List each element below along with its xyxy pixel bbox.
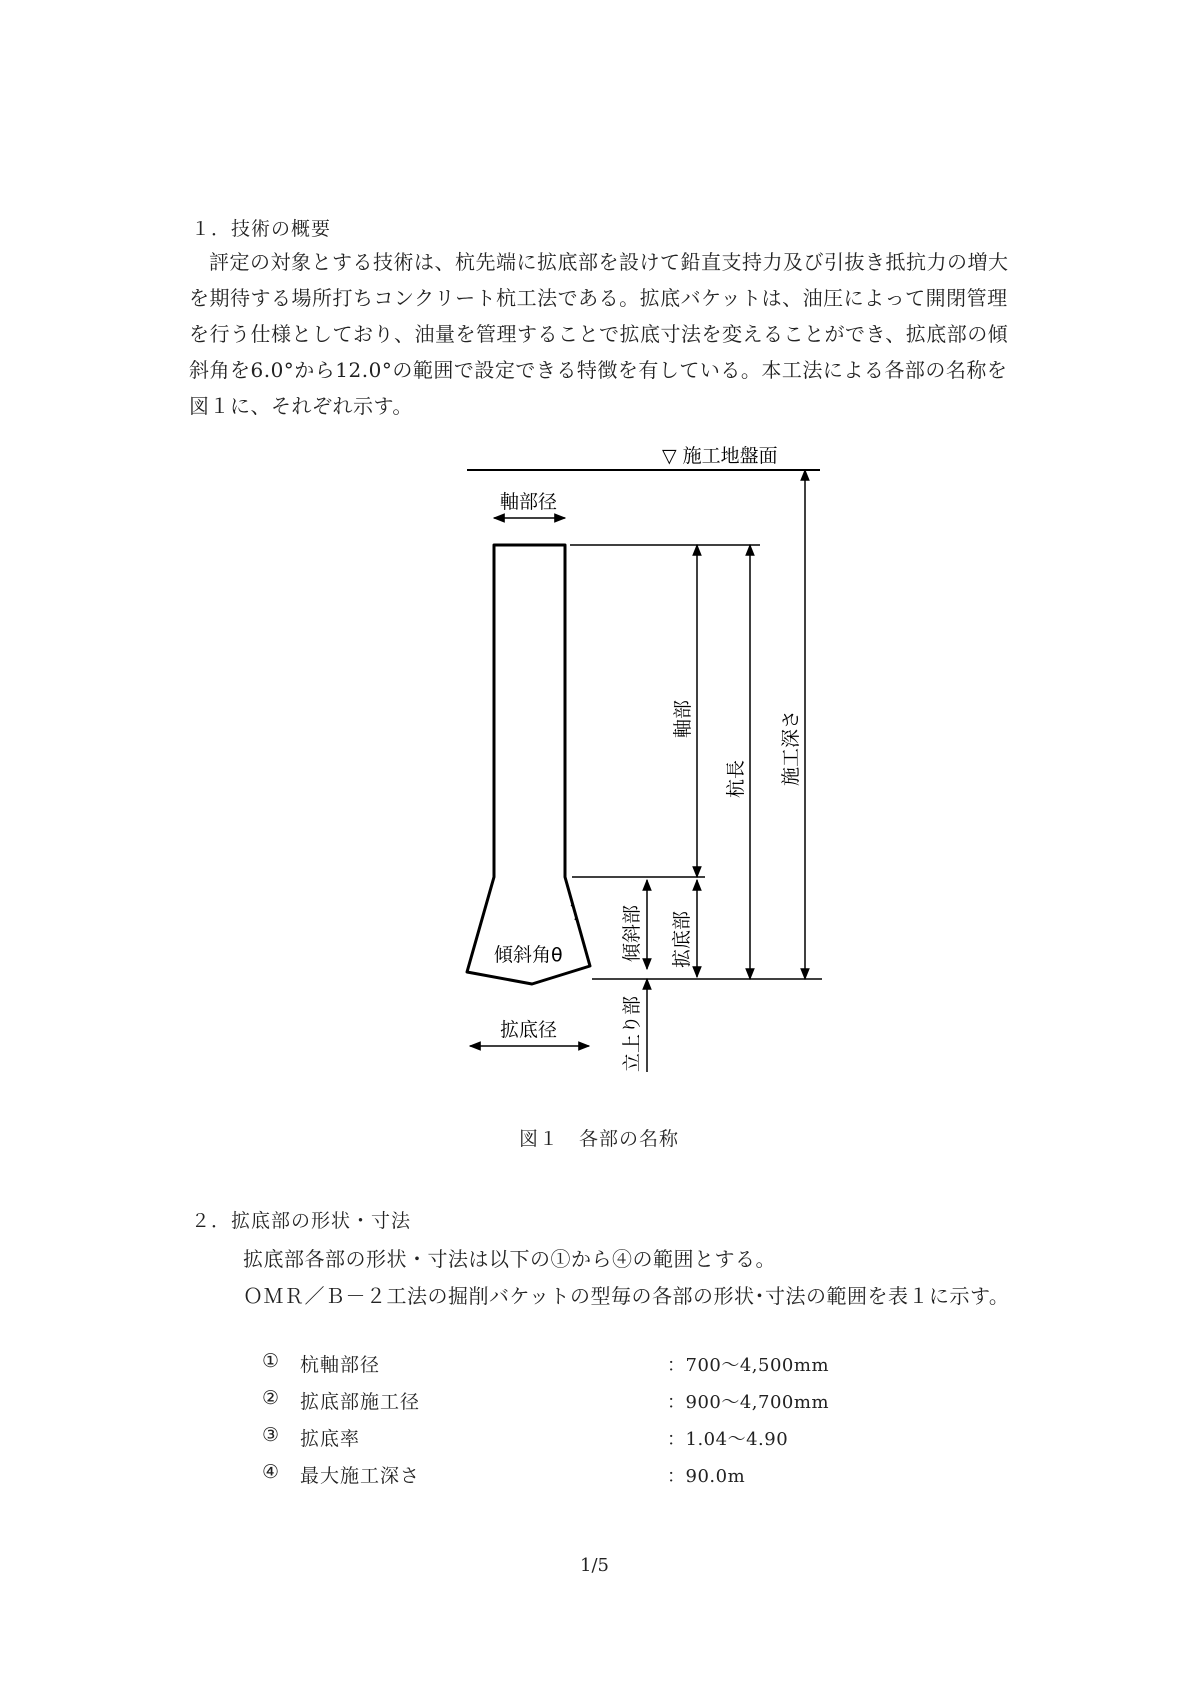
shaft-diameter-label: 軸部径 <box>500 491 558 513</box>
figure-caption: 図１ 各部の名称 <box>519 1128 680 1150</box>
shaft-label: 軸部 <box>672 699 694 738</box>
rise-section-label: 立上り部 <box>621 995 643 1072</box>
spec-item-mark: ④ <box>262 1461 280 1483</box>
construction-depth-label: 施工深さ <box>780 709 802 786</box>
spec-item-label: 拡底部施工径 <box>300 1391 421 1413</box>
spec-item-value: ：1.04～4.90 <box>667 1429 789 1450</box>
spec-item-mark: ③ <box>262 1424 280 1446</box>
pile-outline <box>467 545 590 984</box>
spec-item-value: ：90.0m <box>667 1466 746 1487</box>
section1-paragraph: 評定の対象とする技術は、杭先端に拡底部を設けて鉛直支持力及び引抜き抵抗力の増大を期待する場所打ちコンクリート杭工法である。拡底バケットは、油圧によって開閉管理を行う仕様としており、油量を管理することで拡底寸法を変えることができ、拡底部の傾斜角を6.0°から12.0°の範囲で設定できる特徴を有している。本工法による各部の名称を図１に、それぞれ示す。 <box>189 250 1009 418</box>
slope-angle-label: 傾斜角θ <box>494 944 563 966</box>
spec-item-value: ：700～4,500mm <box>667 1355 830 1376</box>
ground-label: ▽ 施工地盤面 <box>662 445 778 467</box>
pile-length-label: 杭長 <box>725 759 747 798</box>
spec-item-label: 最大施工深さ <box>300 1465 421 1487</box>
section2-line2: ＯＭＲ／Ｂ－２工法の掘削バケットの型毎の各部の形状･寸法の範囲を表１に示す。 <box>243 1284 1010 1308</box>
spec-item-label: 拡底率 <box>300 1428 361 1450</box>
page-number: 1/5 <box>580 1555 609 1576</box>
spec-item-label: 杭軸部径 <box>300 1354 381 1376</box>
spec-item-value: ：900～4,700mm <box>667 1392 830 1413</box>
section2-heading: ２．拡底部の形状・寸法 <box>191 1210 412 1232</box>
enlarged-diameter-label: 拡底径 <box>500 1019 558 1041</box>
spec-item-mark: ② <box>262 1387 280 1409</box>
section1-heading: １．技術の概要 <box>191 218 332 240</box>
slope-section-label: 傾斜部 <box>621 904 643 962</box>
spec-item-mark: ① <box>262 1350 280 1372</box>
section2-line1: 拡底部各部の形状・寸法は以下の①から④の範囲とする。 <box>243 1247 776 1271</box>
enlarged-section-label: 拡底部 <box>671 910 693 968</box>
